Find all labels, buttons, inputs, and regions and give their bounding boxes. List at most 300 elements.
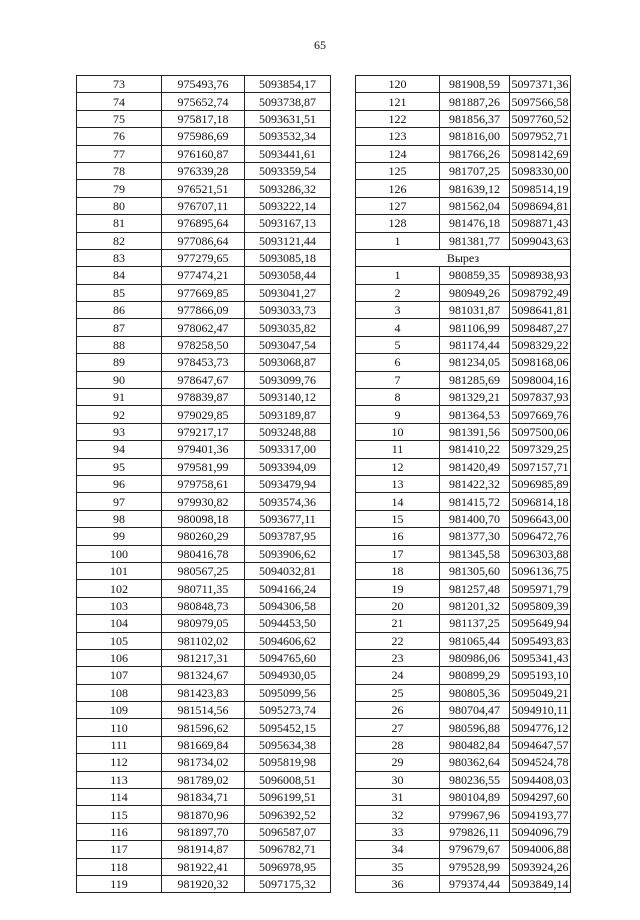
point-number-cell: 17 [356,545,440,562]
y-coordinate-cell: 5093099,76 [245,371,331,388]
table-row [356,145,571,162]
point-number-cell: 36 [356,875,440,892]
point-number-cell: 74 [77,93,162,110]
table-row [356,649,571,666]
point-number-cell: 115 [77,806,162,823]
x-coordinate-cell: 981381,77 [440,232,510,249]
table-row [77,684,331,701]
y-coordinate-cell: 5097371,36 [511,77,569,92]
y-coordinate-cell: 5095649,94 [511,616,569,631]
x-coordinate-cell: 980859,35 [440,267,510,284]
x-coordinate-cell: 981174,44 [440,336,510,353]
y-coordinate-cell: 5098514,19 [511,181,569,196]
point-number-cell: 114 [77,789,162,806]
table-row [77,336,331,353]
y-coordinate-cell: 5094096,79 [511,824,569,839]
y-coordinate-cell: 5095819,98 [245,754,331,771]
point-number-cell: 22 [356,632,440,649]
table-row [77,128,331,145]
table-row [77,319,331,336]
y-coordinate-cell: 5097952,71 [511,129,569,144]
x-coordinate-cell: 980104,89 [440,789,510,806]
table-row [356,76,571,93]
x-coordinate-cell: 981856,37 [440,110,510,127]
table-row [77,875,331,892]
x-coordinate-cell: 981345,58 [440,545,510,562]
x-coordinate-cell: 975652,74 [162,93,245,110]
x-coordinate-cell: 981908,59 [440,76,510,93]
table-row [77,371,331,388]
point-number-cell: 25 [356,684,440,701]
y-coordinate-cell: 5093167,13 [245,215,331,232]
table-row [356,736,571,753]
x-coordinate-cell: 981914,87 [162,841,245,858]
x-coordinate-cell: 979029,85 [162,406,245,423]
table-row [77,162,331,179]
x-coordinate-cell: 981420,49 [440,458,510,475]
x-coordinate-cell: 981789,02 [162,771,245,788]
point-number-cell: 86 [77,302,162,319]
table-row [356,267,571,284]
y-coordinate-cell: 5096303,88 [511,546,569,561]
point-number-cell: 127 [356,197,440,214]
y-coordinate-cell: 5095193,10 [511,668,569,683]
point-number-cell: 2 [356,284,440,301]
x-coordinate-cell: 981870,96 [162,806,245,823]
table-row [77,441,331,458]
y-coordinate-cell: 5093854,17 [245,76,331,93]
point-number-cell: 19 [356,580,440,597]
table-row [356,545,571,562]
y-coordinate-cell: 5093035,82 [245,319,331,336]
y-coordinate-cell: 5096472,76 [511,529,569,544]
point-number-cell: 8 [356,389,440,406]
point-number-cell: 85 [77,284,162,301]
section-row [356,249,571,266]
table-row [77,615,331,632]
table-row [356,702,571,719]
point-number-cell: 121 [356,93,440,110]
x-coordinate-cell: 981106,99 [440,319,510,336]
point-number-cell: 98 [77,510,162,527]
y-coordinate-cell: 5093532,34 [245,128,331,145]
x-coordinate-cell: 979401,36 [162,441,245,458]
table-row [356,215,571,232]
point-number-cell: 29 [356,754,440,771]
table-row [356,336,571,353]
point-number-cell: 14 [356,493,440,510]
y-coordinate-cell: 5093317,00 [245,441,331,458]
table-row [356,771,571,788]
y-coordinate-cell: 5094032,81 [245,562,331,579]
table-row [356,406,571,423]
point-number-cell: 79 [77,180,162,197]
x-coordinate-cell: 976160,87 [162,145,245,162]
point-number-cell: 9 [356,406,440,423]
x-coordinate-cell: 981922,41 [162,858,245,875]
table-row [356,389,571,406]
x-coordinate-cell: 980482,84 [440,736,510,753]
point-number-cell: 87 [77,319,162,336]
y-coordinate-cell: 5096199,51 [245,789,331,806]
table-row [356,580,571,597]
x-coordinate-cell: 981102,02 [162,632,245,649]
y-coordinate-cell: 5098792,49 [511,285,569,300]
y-coordinate-cell: 5098004,16 [511,372,569,387]
point-number-cell: 110 [77,719,162,736]
point-number-cell: 91 [77,389,162,406]
table-row [356,597,571,614]
point-number-cell: 21 [356,615,440,632]
x-coordinate-cell: 978453,73 [162,354,245,371]
table-row [356,719,571,736]
page-number: 65 [314,38,326,52]
x-coordinate-cell: 980979,05 [162,615,245,632]
point-number-cell: 123 [356,128,440,145]
y-coordinate-cell: 5098641,81 [511,303,569,318]
table-row [356,789,571,806]
point-number-cell: 117 [77,841,162,858]
y-coordinate-cell: 5098487,27 [511,320,569,335]
table-row [77,771,331,788]
table-row [77,754,331,771]
point-number-cell: 96 [77,475,162,492]
table-row [77,545,331,562]
y-coordinate-cell: 5096643,00 [511,511,569,526]
x-coordinate-cell: 980711,35 [162,580,245,597]
table-row [77,284,331,301]
point-number-cell: 109 [77,702,162,719]
table-row [77,458,331,475]
y-coordinate-cell: 5093286,32 [245,180,331,197]
point-number-cell: 27 [356,719,440,736]
x-coordinate-cell: 977086,64 [162,232,245,249]
y-coordinate-cell: 5093189,87 [245,406,331,423]
x-coordinate-cell: 981305,60 [440,562,510,579]
x-coordinate-cell: 980704,47 [440,702,510,719]
point-number-cell: 84 [77,267,162,284]
table-row [77,180,331,197]
x-coordinate-cell: 981596,62 [162,719,245,736]
point-number-cell: 12 [356,458,440,475]
point-number-cell: 11 [356,441,440,458]
point-number-cell: 30 [356,771,440,788]
y-coordinate-cell: 5094647,57 [511,738,569,753]
x-coordinate-cell: 980416,78 [162,545,245,562]
table-row [356,632,571,649]
point-number-cell: 78 [77,162,162,179]
y-coordinate-cell: 5093677,11 [245,510,331,527]
x-coordinate-cell: 981324,67 [162,667,245,684]
point-number-cell: 26 [356,702,440,719]
point-number-cell: 82 [77,232,162,249]
point-number-cell: 100 [77,545,162,562]
y-coordinate-cell: 5098938,93 [511,268,569,283]
y-coordinate-cell: 5094606,62 [245,632,331,649]
y-coordinate-cell: 5094408,03 [511,772,569,787]
point-number-cell: 103 [77,597,162,614]
table-row [356,302,571,319]
point-number-cell: 89 [77,354,162,371]
point-number-cell: 106 [77,649,162,666]
point-number-cell: 101 [77,562,162,579]
x-coordinate-cell: 981423,83 [162,684,245,701]
table-row [356,423,571,440]
x-coordinate-cell: 981734,02 [162,754,245,771]
y-coordinate-cell: 5093068,87 [245,354,331,371]
y-coordinate-cell: 5096392,52 [245,806,331,823]
point-number-cell: 88 [77,336,162,353]
y-coordinate-cell: 5097157,71 [511,459,569,474]
y-coordinate-cell: 5093574,36 [245,493,331,510]
point-number-cell: 102 [77,580,162,597]
table-row [356,806,571,823]
y-coordinate-cell: 5094776,12 [511,720,569,735]
y-coordinate-cell: 5096587,07 [245,823,331,840]
y-coordinate-cell: 5096782,71 [245,841,331,858]
table-row [356,615,571,632]
x-coordinate-cell: 979758,61 [162,475,245,492]
y-coordinate-cell: 5095099,56 [245,684,331,701]
y-coordinate-cell: 5093033,73 [245,302,331,319]
x-coordinate-cell: 977866,09 [162,302,245,319]
point-number-cell: 4 [356,319,440,336]
x-coordinate-cell: 981514,56 [162,702,245,719]
y-coordinate-cell: 5095809,39 [511,598,569,613]
point-number-cell: 32 [356,806,440,823]
x-coordinate-cell: 981562,04 [440,197,510,214]
point-number-cell: 95 [77,458,162,475]
table-row [356,510,571,527]
y-coordinate-cell: 5095971,79 [511,581,569,596]
y-coordinate-cell: 5094765,60 [245,649,331,666]
x-coordinate-cell: 981422,32 [440,475,510,492]
table-row [77,93,331,110]
table-row [356,841,571,858]
x-coordinate-cell: 981410,22 [440,441,510,458]
y-coordinate-cell: 5095493,83 [511,633,569,648]
table-row [356,858,571,875]
point-number-cell: 76 [77,128,162,145]
x-coordinate-cell: 981391,56 [440,423,510,440]
table-row [77,597,331,614]
y-coordinate-cell: 5093631,51 [245,110,331,127]
x-coordinate-cell: 979930,82 [162,493,245,510]
y-coordinate-cell: 5093394,09 [245,458,331,475]
y-coordinate-cell: 5094306,58 [245,597,331,614]
x-coordinate-cell: 981137,25 [440,615,510,632]
x-coordinate-cell: 980362,64 [440,754,510,771]
y-coordinate-cell: 5097175,32 [245,875,331,892]
x-coordinate-cell: 979581,99 [162,458,245,475]
x-coordinate-cell: 979679,67 [440,841,510,858]
x-coordinate-cell: 980236,55 [440,771,510,788]
table-row [77,267,331,284]
point-number-cell: 20 [356,597,440,614]
point-number-cell: 77 [77,145,162,162]
table-row [77,493,331,510]
point-number-cell: 1 [356,232,440,249]
x-coordinate-cell: 981834,71 [162,789,245,806]
y-coordinate-cell: 5093121,44 [245,232,331,249]
x-coordinate-cell: 975493,76 [162,76,245,93]
x-coordinate-cell: 977669,85 [162,284,245,301]
y-coordinate-cell: 5097566,58 [511,94,569,109]
point-number-cell: 118 [77,858,162,875]
x-coordinate-cell: 979528,99 [440,858,510,875]
point-number-cell: 125 [356,162,440,179]
x-coordinate-cell: 981285,69 [440,371,510,388]
table-row [77,389,331,406]
table-row [77,823,331,840]
y-coordinate-cell: 5093140,12 [245,389,331,406]
point-number-cell: 81 [77,215,162,232]
point-number-cell: 112 [77,754,162,771]
table-row [77,858,331,875]
point-number-cell: 5 [356,336,440,353]
section-label: Вырез [356,249,571,266]
y-coordinate-cell: 5093041,27 [245,284,331,301]
x-coordinate-cell: 981329,21 [440,389,510,406]
table-row [356,493,571,510]
point-number-cell: 122 [356,110,440,127]
x-coordinate-cell: 980848,73 [162,597,245,614]
y-coordinate-cell: 5094193,77 [511,807,569,822]
x-coordinate-cell: 981707,25 [440,162,510,179]
x-coordinate-cell: 981400,70 [440,510,510,527]
x-coordinate-cell: 977279,65 [162,249,245,266]
point-number-cell: 93 [77,423,162,440]
table-row [77,649,331,666]
x-coordinate-cell: 979217,17 [162,423,245,440]
table-row [356,754,571,771]
y-coordinate-cell: 5094297,60 [511,790,569,805]
y-coordinate-cell: 5096814,18 [511,494,569,509]
table-row [356,284,571,301]
x-coordinate-cell: 981217,31 [162,649,245,666]
y-coordinate-cell: 5094006,88 [511,842,569,857]
point-number-cell: 15 [356,510,440,527]
x-coordinate-cell: 981377,30 [440,528,510,545]
table-row [356,875,571,892]
point-number-cell: 6 [356,354,440,371]
x-coordinate-cell: 981639,12 [440,180,510,197]
point-number-cell: 128 [356,215,440,232]
y-coordinate-cell: 5093085,18 [245,249,331,266]
x-coordinate-cell: 979967,96 [440,806,510,823]
y-coordinate-cell: 5093058,44 [245,267,331,284]
point-number-cell: 97 [77,493,162,510]
x-coordinate-cell: 981766,26 [440,145,510,162]
table-row [356,562,571,579]
point-number-cell: 90 [77,371,162,388]
x-coordinate-cell: 981897,70 [162,823,245,840]
x-coordinate-cell: 981476,18 [440,215,510,232]
point-number-cell: 105 [77,632,162,649]
point-number-cell: 73 [77,76,162,93]
point-number-cell: 126 [356,180,440,197]
table-row [77,423,331,440]
x-coordinate-cell: 981201,32 [440,597,510,614]
table-row [356,110,571,127]
y-coordinate-cell: 5098142,69 [511,146,569,161]
x-coordinate-cell: 981669,84 [162,736,245,753]
table-row [77,232,331,249]
y-coordinate-cell: 5095273,74 [245,702,331,719]
y-coordinate-cell: 5095341,43 [511,651,569,666]
y-coordinate-cell: 5098330,00 [511,164,569,179]
y-coordinate-cell: 5097329,25 [511,442,569,457]
point-number-cell: 104 [77,615,162,632]
x-coordinate-cell: 978062,47 [162,319,245,336]
table-row [77,110,331,127]
point-number-cell: 18 [356,562,440,579]
left-table-body [77,76,331,893]
table-row [77,145,331,162]
point-number-cell: 120 [356,76,440,93]
y-coordinate-cell: 5095634,38 [245,736,331,753]
y-coordinate-cell: 5093849,14 [511,877,569,892]
table-row [77,806,331,823]
table-row [356,458,571,475]
x-coordinate-cell: 976339,28 [162,162,245,179]
right-coordinates-table [355,75,571,893]
point-number-cell: 92 [77,406,162,423]
y-coordinate-cell: 5097837,93 [511,390,569,405]
table-row [77,197,331,214]
table-row [77,667,331,684]
y-coordinate-cell: 5093738,87 [245,93,331,110]
point-number-cell: 23 [356,649,440,666]
y-coordinate-cell: 5096136,75 [511,564,569,579]
y-coordinate-cell: 5096985,89 [511,477,569,492]
x-coordinate-cell: 975817,18 [162,110,245,127]
y-coordinate-cell: 5093787,95 [245,528,331,545]
table-row [356,128,571,145]
point-number-cell: 16 [356,528,440,545]
x-coordinate-cell: 976707,11 [162,197,245,214]
x-coordinate-cell: 980949,26 [440,284,510,301]
point-number-cell: 83 [77,249,162,266]
x-coordinate-cell: 980567,25 [162,562,245,579]
table-row [77,580,331,597]
y-coordinate-cell: 5093222,14 [245,197,331,214]
y-coordinate-cell: 5096008,51 [245,771,331,788]
x-coordinate-cell: 978647,67 [162,371,245,388]
point-number-cell: 31 [356,789,440,806]
table-row [356,823,571,840]
point-number-cell: 3 [356,302,440,319]
point-number-cell: 13 [356,475,440,492]
x-coordinate-cell: 981816,00 [440,128,510,145]
right-table-body [356,76,571,893]
x-coordinate-cell: 980596,88 [440,719,510,736]
y-coordinate-cell: 5098168,06 [511,355,569,370]
point-number-cell: 7 [356,371,440,388]
y-coordinate-cell: 5094524,78 [511,755,569,770]
table-row [77,719,331,736]
x-coordinate-cell: 980899,29 [440,667,510,684]
y-coordinate-cell: 5094930,05 [245,667,331,684]
point-number-cell: 111 [77,736,162,753]
table-row [356,667,571,684]
x-coordinate-cell: 978258,50 [162,336,245,353]
y-coordinate-cell: 5093479,94 [245,475,331,492]
x-coordinate-cell: 979826,11 [440,823,510,840]
point-number-cell: 99 [77,528,162,545]
x-coordinate-cell: 979374,44 [440,875,510,892]
y-coordinate-cell: 5095452,15 [245,719,331,736]
